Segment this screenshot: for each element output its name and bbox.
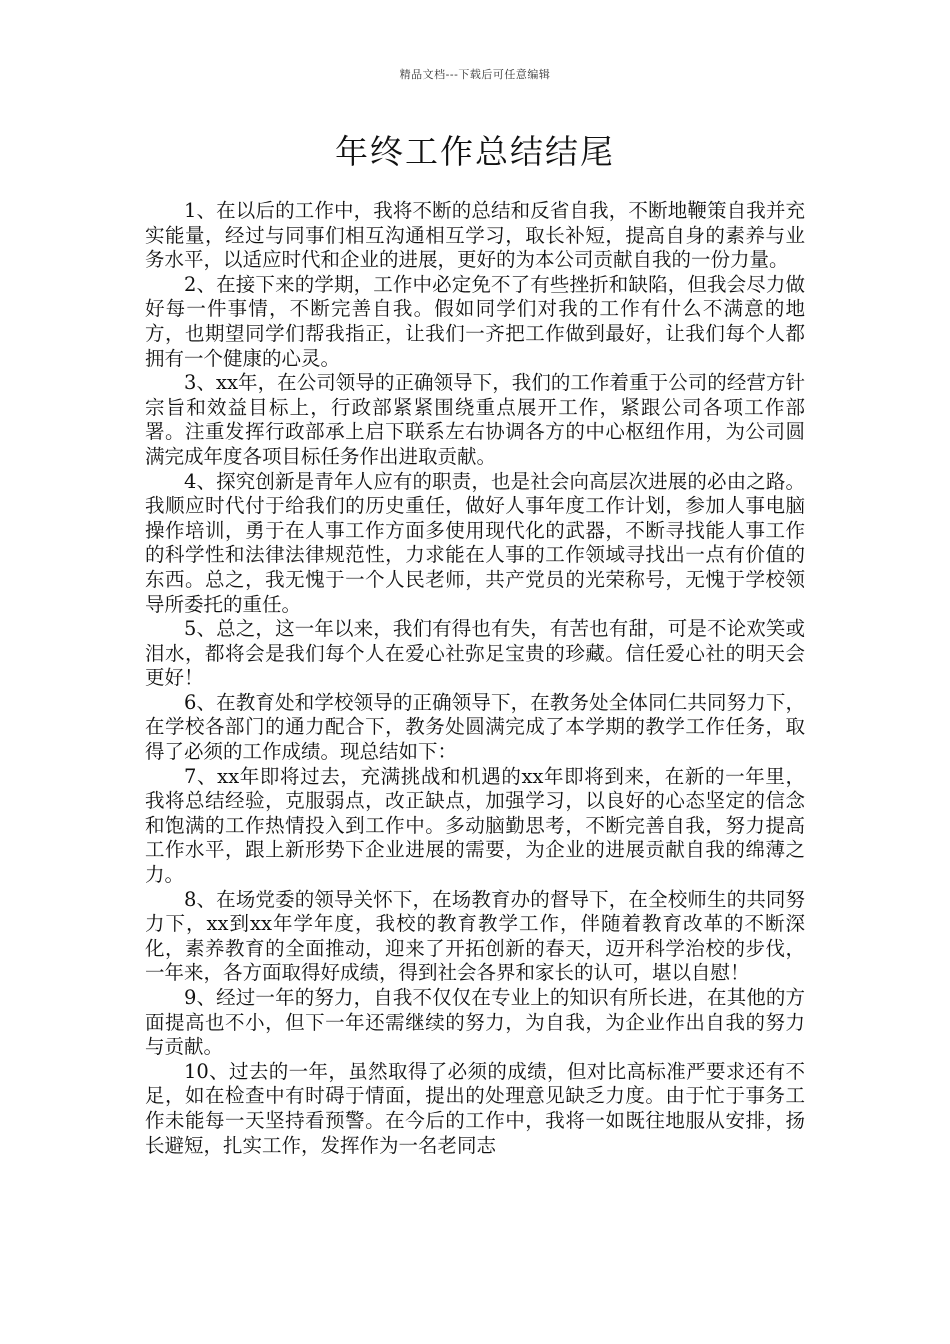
paragraph-4: 4、探究创新是青年人应有的职责，也是社会向高层次进展的必由之路。我顺应时代付于给我们的历史重任，做好人事年度工作计划，参加人事电脑操作培训，勇于在人事工作方面多使用现代化的武器，不断寻找能人事工作的科学性和法律法律规范性，力求能在人事的工作领域寻找出一点有价值的东西。总之，我无愧于一个人民老师，共产党员的光荣称号，无愧于学校领导所委托的重任。 (145, 469, 805, 616)
document-header-note: 精品文档---下载后可任意编辑 (399, 68, 551, 81)
paragraph-1: 1、在以后的工作中，我将不断的总结和反省自我，不断地鞭策自我并充实能量，经过与同事们相互沟通相互学习，取长补短，提高自身的素养与业务水平，以适应时代和企业的进展，更好的为本公司贡献自我的一份力量。 (145, 199, 805, 272)
paragraph-5: 5、总之，这一年以来，我们有得也有失，有苦也有甜，可是不论欢笑或泪水，都将会是我们每个人在爱心社弥足宝贵的珍藏。信任爱心社的明天会更好！ (145, 617, 805, 690)
paragraph-2: 2、在接下来的学期，工作中必定免不了有些挫折和缺陷，但我会尽力做好每一件事情，不断完善自我。假如同学们对我的工作有什么不满意的地方，也期望同学们帮我指正，让我们一齐把工作做到最好，让我们每个人都拥有一个健康的心灵。 (145, 272, 805, 370)
paragraph-6: 6、在教育处和学校领导的正确领导下，在教务处全体同仁共同努力下，在学校各部门的通力配合下，教务处圆满完成了本学期的教学工作任务，取得了必须的工作成绩。现总结如下： (145, 690, 805, 764)
paragraph-8: 8、在场党委的领导关怀下，在场教育办的督导下，在全校师生的共同努力下，xx到xx年学年度，我校的教育教学工作，伴随着教育改革的不断深化，素养教育的全面推动，迎来了开拓创新的春天，迈开科学治校的步伐，一年来，各方面取得好成绩，得到社会各界和家长的认可，堪以自慰！ (145, 887, 805, 985)
paragraph-10: 10、过去的一年，虽然取得了必须的成绩，但对比高标准严要求还有不足，如在检查中有时碍于情面，提出的处理意见缺乏力度。由于忙于事务工作未能每一天坚持看预警。在今后的工作中，我将一如既往地服从安排，扬长避短，扎实工作，发挥作为一名老同志 (145, 1059, 805, 1157)
paragraph-3: 3、xx年，在公司领导的正确领导下，我们的工作着重于公司的经营方针宗旨和效益目标上，行政部紧紧围绕重点展开工作，紧跟公司各项工作部署。注重发挥行政部承上启下联系左右协调各方的中心枢纽作用，为公司圆满完成年度各项目标任务作出进取贡献。 (145, 371, 805, 468)
document-body (145, 199, 805, 1158)
paragraph-9: 9、经过一年的努力，自我不仅仅在专业上的知识有所长进，在其他的方面提高也不小，但下一年还需继续的努力，为自我，为企业作出自我的努力与贡献。 (145, 986, 805, 1059)
paragraph-7: 7、xx年即将过去，充满挑战和机遇的xx年即将到来，在新的一年里，我将总结经验，克服弱点，改正缺点，加强学习，以良好的心态坚定的信念和饱满的工作热情投入到工作中。多动脑勤思考，不断完善自我，努力提高工作水平，跟上新形势下企业进展的需要，为企业的进展贡献自我的绵薄之力。 (145, 764, 805, 887)
document-title: 年终工作总结结尾 (335, 132, 615, 171)
